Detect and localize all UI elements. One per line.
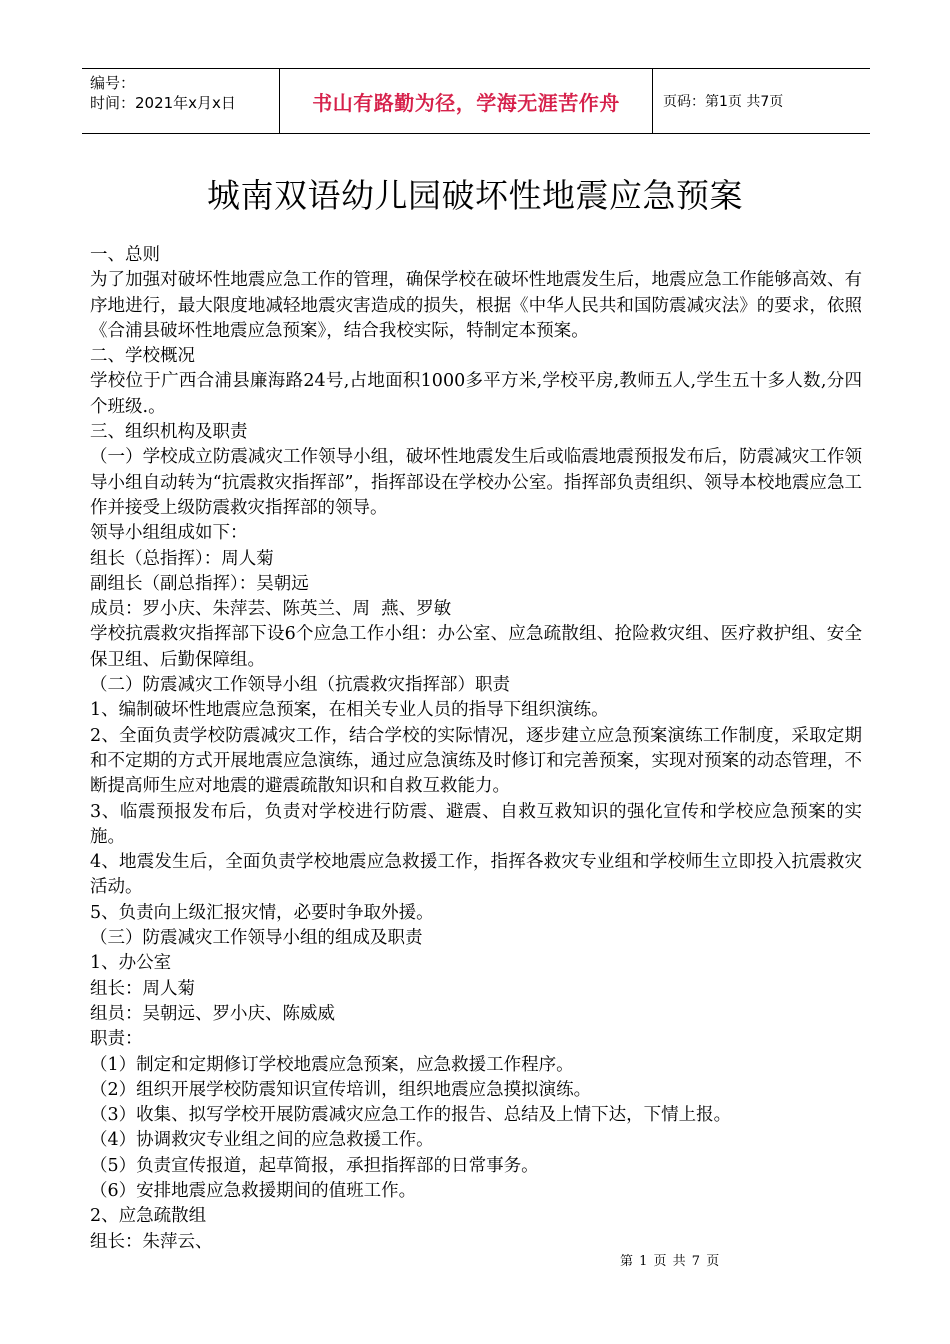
paragraph: 1、办公室 [90, 953, 172, 974]
paragraph: 4、地震发生后，全面负责学校地震应急救援工作，指挥各救灾专业组和学校师生立即投入抗震救灾活动。 [90, 852, 862, 898]
header-table [82, 68, 870, 134]
paragraph: 领导小组组成如下： [90, 523, 248, 544]
paragraph: 副组长（副总指挥）：吴朝远 [90, 573, 309, 594]
document-title: 城南双语幼儿园破坏性地震应急预案 [207, 176, 743, 215]
paragraph: 2、应急疏散组 [90, 1206, 207, 1227]
paragraph: 学校抗震救灾指挥部下设6个应急工作小组：办公室、应急疏散组、抢险救灾组、医疗救护组、安全保卫组、后勤保障组。 [90, 624, 862, 670]
document-time-label: 时间：2021年x月x日 [90, 94, 236, 112]
header-page-info: 页码：第1页 共7页 [663, 94, 784, 110]
paragraph: （二）防震减灾工作领导小组（抗震救灾指挥部）职责 [90, 675, 510, 696]
paragraph: 2、全面负责学校防震减灾工作，结合学校的实际情况，逐步建立应急预案演练工作制度，采取定期和不定期的方式开展地震应急演练，通过应急演练及时修订和完善预案，实现对预案的动态管理，不断提高师生应对地震的避震疏散知识和自救互救能力。 [90, 725, 862, 797]
paragraph: （1）制定和定期修订学校地震应急预案，应急救援工作程序。 [90, 1054, 574, 1075]
paragraph: 三、组织机构及职责 [90, 422, 248, 443]
paragraph: （6）安排地震应急救援期间的值班工作。 [90, 1180, 417, 1201]
paragraph: （一）学校成立防震减灾工作领导小组，破坏性地震发生后或临震地震预报发布后，防震减灾工作领导小组自动转为“抗震救灾指挥部”，指挥部设在学校办公室。指挥部负责组织、领导本校地震应急工作并接受上级防震救灾指挥部的领导。 [90, 447, 862, 518]
paragraph: 学校位于广西合浦县廉海路24号,占地面积1000多平方米,学校平房,教师五人,学生五十多人数,分四个班级.。 [90, 371, 862, 417]
paragraph: 成员：罗小庆、朱萍芸、陈英兰、周 燕、罗敏 [90, 599, 452, 620]
document-body [90, 243, 862, 1255]
paragraph: 组员：吴朝远、罗小庆、陈威威 [90, 1003, 335, 1024]
paragraph: 组长：周人菊 [90, 978, 195, 999]
header-motto: 书山有路勤为径，学海无涯苦作舟 [279, 69, 653, 133]
paragraph: 组长：朱萍云、 [90, 1231, 213, 1252]
paragraph: （3）收集、拟写学校开展防震减灾应急工作的报告、总结及上情下达，下情上报。 [90, 1105, 732, 1126]
paragraph: 职责： [90, 1029, 143, 1050]
paragraph: 1、编制破坏性地震应急预案，在相关专业人员的指导下组织演练。 [90, 700, 609, 721]
paragraph: （5）负责宣传报道，起草简报，承担指挥部的日常事务。 [90, 1155, 539, 1176]
paragraph: （三）防震减灾工作领导小组的组成及职责 [90, 928, 423, 949]
page-footer: 第 1 页 共 7 页 [620, 1254, 721, 1269]
paragraph: （4）协调救灾专业组之间的应急救援工作。 [90, 1130, 434, 1151]
paragraph: 组长（总指挥）：周人菊 [90, 548, 274, 569]
document-number-label: 编号： [90, 74, 136, 92]
header-meta-cell [82, 69, 279, 133]
paragraph: 5、负责向上级汇报灾情，必要时争取外援。 [90, 902, 434, 923]
paragraph: 为了加强对破坏性地震应急工作的管理，确保学校在破坏性地震发生后，地震应急工作能够高效、有序地进行，最大限度地减轻地震灾害造成的损失，根据《中华人民共和国防震减灾法》的要求，依照《合浦县破坏性地震应急预案》，结合我校实际，特制定本预案。 [90, 270, 862, 341]
paragraph: 一、总则 [90, 245, 160, 265]
paragraph: 3、临震预报发布后，负责对学校进行防震、避震、自救互救知识的强化宣传和学校应急预案的实施。 [90, 801, 862, 847]
paragraph: 二、学校概况 [90, 346, 195, 367]
paragraph: （2）组织开展学校防震知识宣传培训，组织地震应急摸拟演练。 [90, 1079, 592, 1100]
